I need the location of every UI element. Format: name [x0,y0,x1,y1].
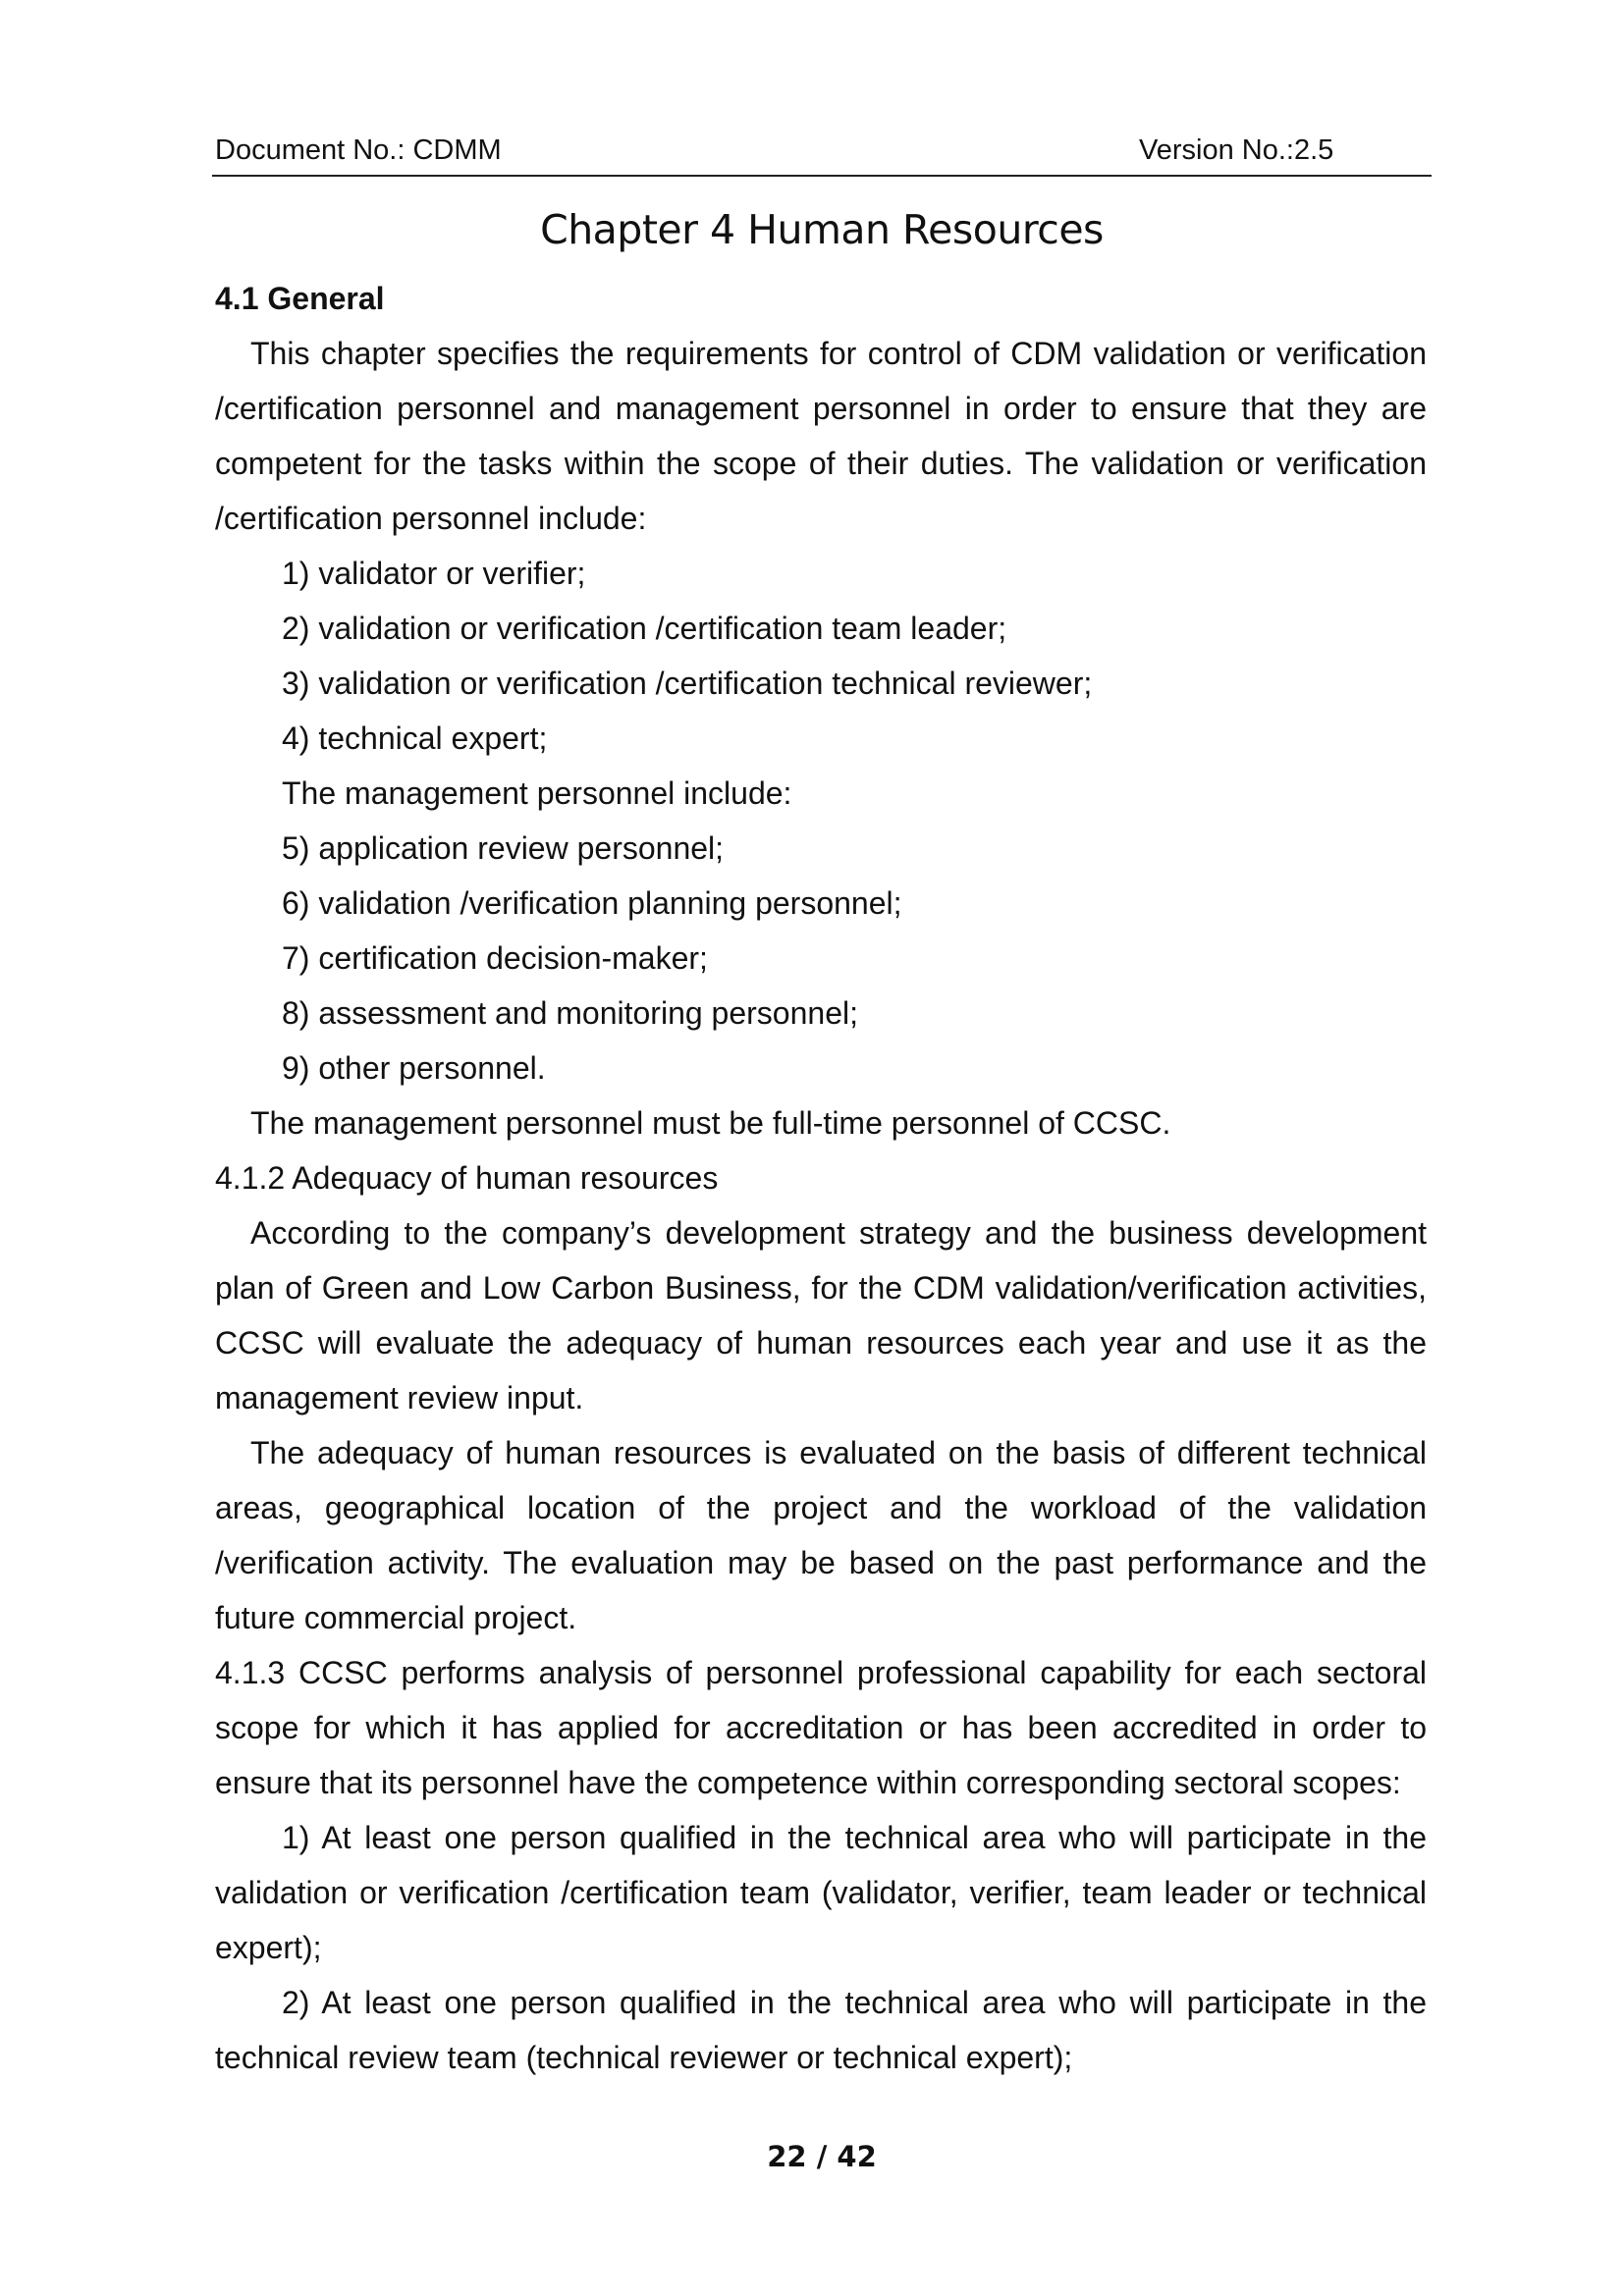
management-intro: The management personnel include: [282,775,792,811]
list-item: 3) validation or verification /certification technical reviewer; [282,666,1093,701]
list-item: 1) validator or verifier; [282,556,586,591]
list-item: 9) other personnel. [282,1050,546,1086]
list-item: 5) application review personnel; [282,830,725,866]
adequacy-paragraph-1: According to the company’s development strategy and the business development plan of Green and Low Carbon Business, for the CDM validation/verification activities, CCSC will evaluate the adequacy of human resources each year and use it as the management review input. [215,1215,1427,1415]
management-fulltime-paragraph: The management personnel must be full-time personnel of CCSC. [250,1105,1171,1141]
list-item: 6) validation /verification planning personnel; [282,885,902,921]
version-number: Version No.:2.5 [1139,134,1334,166]
analysis-list-item: 2) At least one person qualified in the technical area who will participate in the technical review team (technical reviewer or technical expert); [215,1985,1427,2075]
list-item: 4) technical expert; [282,721,548,756]
analysis-paragraph: 4.1.3 CCSC performs analysis of personnel professional capability for each sectoral scope for which it has applied for accreditation or has been accredited in order to ensure that its personnel have the competence within corresponding sectoral scopes: [215,1655,1427,1800]
general-intro-paragraph: This chapter specifies the requirements for control of CDM validation or verification /certification personnel and management personnel in order to ensure that they are competent for the tasks within the scope of their duties. The validation or verification /certification personnel include: [215,336,1427,536]
document-number: Document No.: CDMM [215,134,502,166]
chapter-title: Chapter 4 Human Resources [540,206,1104,253]
page-number: 22 / 42 [767,2140,877,2173]
analysis-list-item: 1) At least one person qualified in the technical area who will participate in the validation or verification /certification team (validator, verifier, team leader or technical expert); [215,1820,1427,1965]
list-item: 2) validation or verification /certification team leader; [282,611,1007,646]
list-item: 8) assessment and monitoring personnel; [282,995,858,1031]
page-header [212,132,1432,177]
section-heading-adequacy: 4.1.2 Adequacy of human resources [215,1160,719,1196]
document-body [215,271,1427,2085]
section-heading-general: 4.1 General [215,281,385,316]
list-item: 7) certification decision-maker; [282,940,708,976]
adequacy-paragraph-2: The adequacy of human resources is evaluated on the basis of different technical areas, geographical location of the project and the workload of the validation /verification activity. The evaluation may be based on the past performance and the future commercial project. [215,1435,1427,1635]
